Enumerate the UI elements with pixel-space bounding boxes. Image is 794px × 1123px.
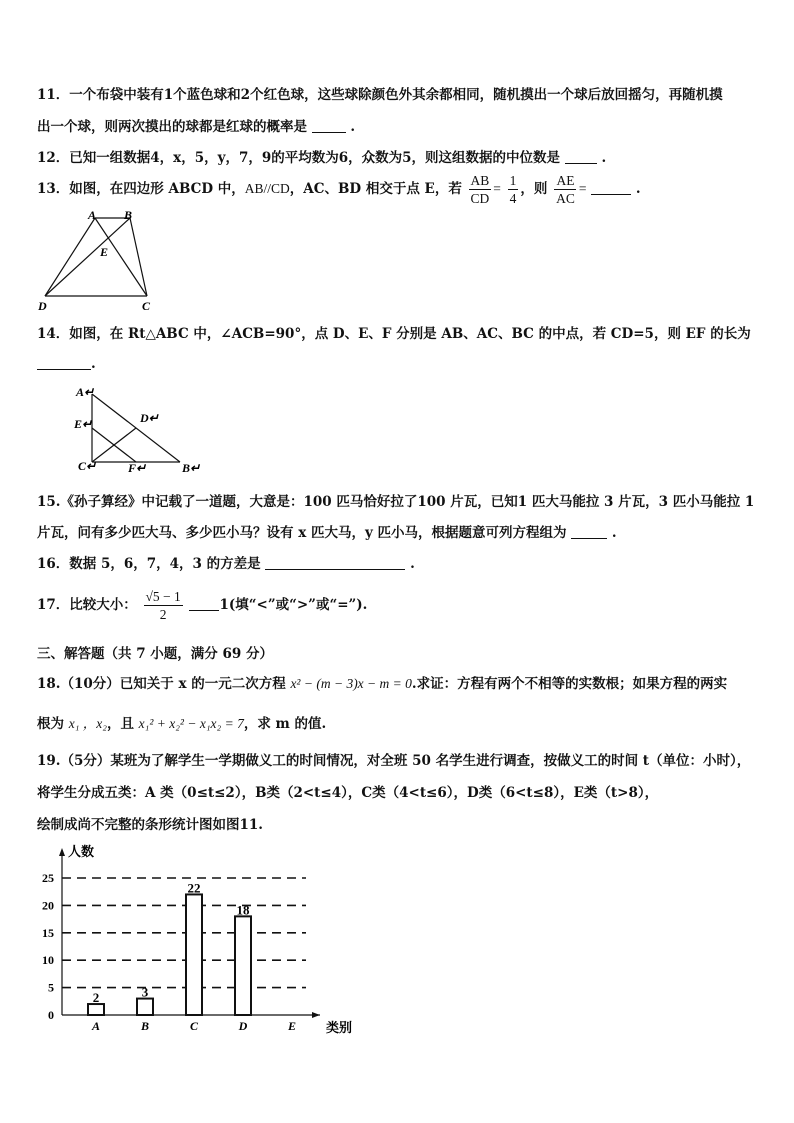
- q13-then: ，则: [520, 181, 548, 197]
- q19-line3: 绘制成尚不完整的条形统计图如图11.: [37, 817, 263, 833]
- fig14-label-b: B↵: [182, 461, 201, 475]
- q16-answer-blank: [265, 555, 405, 570]
- q14-end: .: [91, 356, 96, 372]
- q13: [37, 172, 641, 207]
- q17-pre: 17．比较大小：: [37, 597, 137, 613]
- x-tick-label-A: A: [91, 1019, 101, 1033]
- y-tick-label-25: 25: [42, 871, 54, 885]
- fig13-label-a: A: [88, 208, 97, 222]
- q16-text: 16．数据 5，6，7，4，3 的方差是: [37, 556, 261, 572]
- q16: [37, 552, 415, 572]
- q18-ask: ，求 m 的值.: [243, 716, 327, 732]
- q11-line1: 11．一个布袋中装有1个蓝色球和2个红色球，这些球除颜色外其余都相同，随机摸出一个球后放回摇匀，再随机摸: [37, 87, 723, 103]
- q18-equation: x² − (m − 3)x − m = 0: [290, 676, 412, 691]
- q15-line1: 15.《孙子算经》中记载了一道题，大意是：100 匹马恰好拉了100 片瓦，已知1 匹大马能拉 3 片瓦，3 匹小马能拉 1: [37, 494, 755, 510]
- fig13-label-d: D: [38, 299, 47, 313]
- q12-text: 12．已知一组数据4，x，5，y，7，9的平均数为6，众数为5，则这组数据的中位数是: [37, 150, 561, 166]
- x-tick-label-D: D: [238, 1019, 248, 1033]
- q12: [37, 146, 606, 166]
- y-tick-label-10: 10: [42, 953, 54, 968]
- bar-value-label-C: 22: [187, 880, 201, 896]
- bar-B: [137, 999, 153, 1015]
- y-tick-label-0: 0: [48, 1008, 54, 1022]
- q17: [37, 588, 367, 623]
- fig14-label-e: E↵: [74, 417, 93, 431]
- q15-line2: [37, 521, 617, 541]
- y-axis-title: 人数: [68, 844, 95, 859]
- y-tick-label-20: 20: [42, 898, 54, 913]
- x-tick-label-C: C: [189, 1019, 199, 1033]
- q17-answer-blank: [189, 596, 219, 611]
- q18-roots: x₁ ，x₂: [68, 716, 107, 731]
- bar-value-label-A: 2: [92, 990, 100, 1006]
- q16-end: .: [410, 556, 415, 572]
- bar-value-label-B: 3: [141, 984, 149, 1000]
- q19-line2: 将学生分成五类：A 类（0≤t≤2），B类（2<t≤4），C类（4<t≤6），D类（6<t≤8），E类（t>8），: [37, 785, 659, 801]
- q12-end: .: [601, 150, 607, 166]
- q18-line2: [37, 712, 326, 732]
- q14-line1: 14．如图，在 Rt△ABC 中，∠ACB=90°，点 D、E、F 分别是 AB、AC、BC 的中点，若 CD=5，则 EF 的长为: [37, 326, 751, 342]
- bar-chart-figure11: [30, 838, 370, 1038]
- q13-equals-2: =: [578, 181, 587, 196]
- x-tick-label-B: B: [140, 1019, 150, 1033]
- q13-fraction-ae-ac: $\frac{AE}{AC}$: [556, 173, 575, 206]
- q18-condition: x₁² + x₂² − x₁x₂ = 7: [138, 716, 244, 731]
- section-heading: 三、解答题（共 7 小题，满分 69 分）: [37, 646, 273, 662]
- q13-fraction-ab-cd: $\frac{AB}{CD}$: [470, 173, 490, 206]
- q18-pre: 18.（10分）已知关于 x 的一元二次方程: [37, 676, 286, 692]
- q11-line2: [37, 115, 355, 135]
- y-axis-arrow: [59, 848, 65, 856]
- q18-line1: [37, 672, 727, 692]
- q17-post: 1(填“<”或“>”或“=”).: [219, 597, 368, 613]
- q13-cond: AB//CD: [244, 181, 290, 196]
- q14-answer-blank: [37, 355, 91, 370]
- fig14-label-d: D↵: [140, 411, 159, 425]
- q11-text: 出一个球，则两次摸出的球都是红球的概率是: [37, 119, 307, 135]
- y-tick-label-5: 5: [48, 980, 54, 995]
- q13-end: .: [635, 181, 641, 197]
- fig13-label-c: C: [142, 299, 151, 313]
- q13-mid: ，AC、BD 相交于点 E，若: [289, 181, 462, 197]
- figure-q14-right-triangle: [70, 382, 210, 476]
- y-tick-label-15: 15: [42, 925, 54, 940]
- q13-pre: 13．如图，在四边形 ABCD 中，: [37, 181, 245, 197]
- fig14-label-a: A↵: [76, 385, 95, 399]
- bar-A: [88, 1004, 104, 1015]
- fig13-label-e: E: [100, 245, 109, 259]
- q12-answer-blank: [565, 149, 597, 164]
- fig14-label-c: C↵: [78, 459, 97, 473]
- q11-end: .: [350, 119, 356, 135]
- q15-text: 片瓦，问有多少匹大马、多少匹小马？设有 x 匹大马，y 匹小马，根据题意可列方程组为: [37, 525, 567, 541]
- q18-post: .求证：方程有两个不相等的实数根；如果方程的两实: [411, 676, 728, 692]
- fig14-label-f: F↵: [128, 461, 147, 475]
- x-axis-title: 类别: [326, 1020, 353, 1035]
- x-tick-label-E: E: [287, 1019, 297, 1033]
- q13-fraction-1-4: $\frac{1}{4}$: [509, 173, 517, 206]
- q13-equals-1: =: [493, 181, 501, 196]
- x-axis-arrow: [312, 1012, 320, 1018]
- q15-end: .: [611, 525, 617, 541]
- q13-answer-blank: [591, 180, 631, 195]
- q17-fraction: $\frac{√5 - 1}{2}$: [145, 589, 181, 622]
- bar-C: [186, 894, 202, 1015]
- figure-q13-trapezoid: [30, 206, 160, 314]
- bar-value-label-D: 18: [236, 902, 250, 918]
- bar-D: [235, 916, 251, 1015]
- q18-and: ，且: [106, 716, 134, 732]
- q14-line2: [37, 355, 96, 372]
- q11-answer-blank: [312, 118, 346, 133]
- q15-answer-blank: [571, 524, 607, 539]
- q18-roots-label: 根为: [37, 716, 64, 732]
- fig13-label-b: B: [124, 208, 133, 222]
- q19-line1: 19.（5分）某班为了解学生一学期做义工的时间情况，对全班 50 名学生进行调查，按做义工的时间 t（单位：小时），: [37, 753, 751, 769]
